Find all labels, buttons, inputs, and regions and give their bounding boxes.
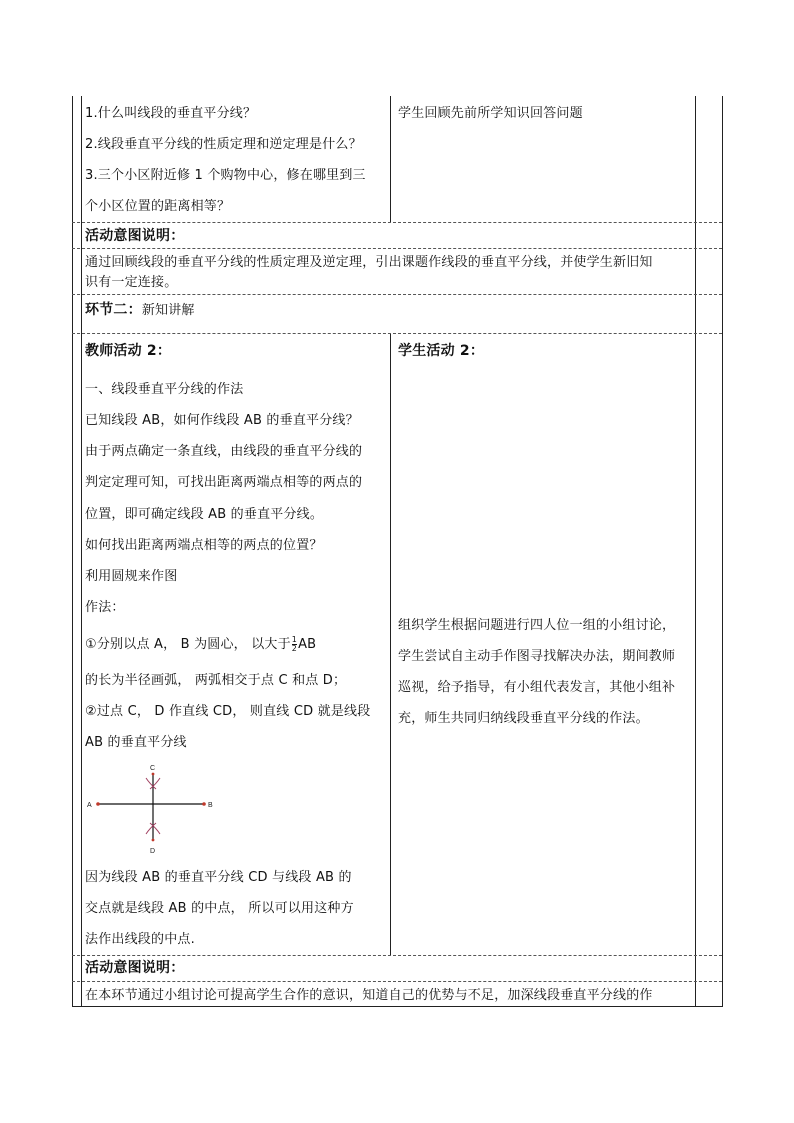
teacher-text-line-7: 作法： [85,600,125,615]
table-border-right [722,96,723,1006]
arc-upper-right [150,778,160,789]
row-divider [72,248,722,249]
label-c: C [150,765,156,772]
teacher-text-line-2: 由于两点确定一条直线，由线段的垂直平分线的 [85,444,363,459]
row-divider [72,981,722,982]
review-question-3-cont: 个小区位置的距离相等？ [85,199,231,214]
student-activity-line-3: 巡视，给予指导，有小组代表发言，其他小组补 [398,680,676,695]
section-label: 环节二： [85,302,142,318]
arc-lower-right [150,823,160,834]
teacher-activity-heading: 教师活动 2： [85,343,172,359]
teacher-text-line-1: 已知线段 AB，如何作线段 AB 的垂直平分线？ [85,413,359,428]
arc-upper-left [146,778,156,789]
label-d: D [150,848,156,855]
row-divider [72,222,722,223]
step-1-segment: AB [298,637,317,652]
table-border-inner-right [695,96,696,1006]
teacher-text-line-5: 如何找出距离两端点相等的两点的位置？ [85,538,323,553]
intent-heading-2: 活动意图说明： [85,960,185,976]
teacher-subheading: 一、线段垂直平分线的作法 [85,382,244,397]
row-divider [72,294,722,295]
review-question-1: 1.什么叫线段的垂直平分线？ [85,106,257,121]
construction-step-2: ②过点 C， D 作直线 CD， 则直线 CD 就是线段 [85,704,371,719]
review-question-3: 3.三个小区附近修 1 个购物中心，修在哪里到三 [85,168,366,183]
point-a [96,802,100,806]
section-heading [85,302,195,319]
student-activity-1: 学生回顾先前所学知识回答问题 [398,106,583,121]
conclusion-line-3: 法作出线段的中点. [85,932,195,947]
fraction-one-half [292,636,297,653]
student-activity-line-1: 组织学生根据问题进行四人位一组的小组讨论， [398,618,676,633]
row-divider [72,955,722,956]
teacher-text-line-6: 利用圆规来作图 [85,569,178,584]
point-d [152,839,155,842]
arc-lower-left [146,823,156,834]
intent-heading-1: 活动意图说明： [85,228,185,244]
point-c [152,773,155,776]
construction-step-2-cont: AB 的垂直平分线 [85,735,187,750]
teacher-text-line-4: 位置，即可确定线段 AB 的垂直平分线。 [85,507,324,522]
point-b [202,802,206,806]
student-activity-line-2: 学生尝试自主动手作图寻找解决办法，期间教师 [398,649,676,664]
column-divider [390,334,391,955]
review-question-2: 2.线段垂直平分线的性质定理和逆定理是什么？ [85,137,362,152]
intent-text-2: 在本环节通过小组讨论可提高学生合作的意识，知道自己的优势与不足，加深线段垂直平分线的作 [85,988,653,1003]
label-a: A [87,802,92,809]
construction-step-1 [85,636,316,653]
section-title: 新知讲解 [141,303,195,318]
table-border-left [72,96,73,1006]
table-border-inner-left [81,96,82,1006]
student-activity-line-4: 充，师生共同归纳线段垂直平分线的作法。 [398,711,649,726]
fraction-numerator: 1 [291,635,298,644]
perpendicular-bisector-figure [84,762,224,862]
conclusion-line-1: 因为线段 AB 的垂直平分线 CD 与线段 AB 的 [85,870,352,885]
row-divider [72,333,722,334]
label-b: B [208,802,213,809]
step-1-text: ①分别以点 A， B 为圆心， 以大于 [85,637,291,652]
teacher-text-line-3: 判定定理可知，可找出距离两端点相等的两点的 [85,475,363,490]
conclusion-line-2: 交点就是线段 AB 的中点， 所以可以用这种方 [85,901,354,916]
intent-text-1-line-1: 通过回顾线段的垂直平分线的性质定理及逆定理，引出课题作线段的垂直平分线，并使学生新旧知 [85,255,653,270]
intent-text-1-line-2: 识有一定连接。 [85,275,178,290]
student-activity-heading: 学生活动 2： [398,343,485,359]
column-divider [390,96,391,222]
table-bottom-border [72,1006,723,1007]
construction-step-1-cont: 的长为半径画弧， 两弧相交于点 C 和点 D； [85,673,347,688]
fraction-denominator: 2 [291,644,298,653]
